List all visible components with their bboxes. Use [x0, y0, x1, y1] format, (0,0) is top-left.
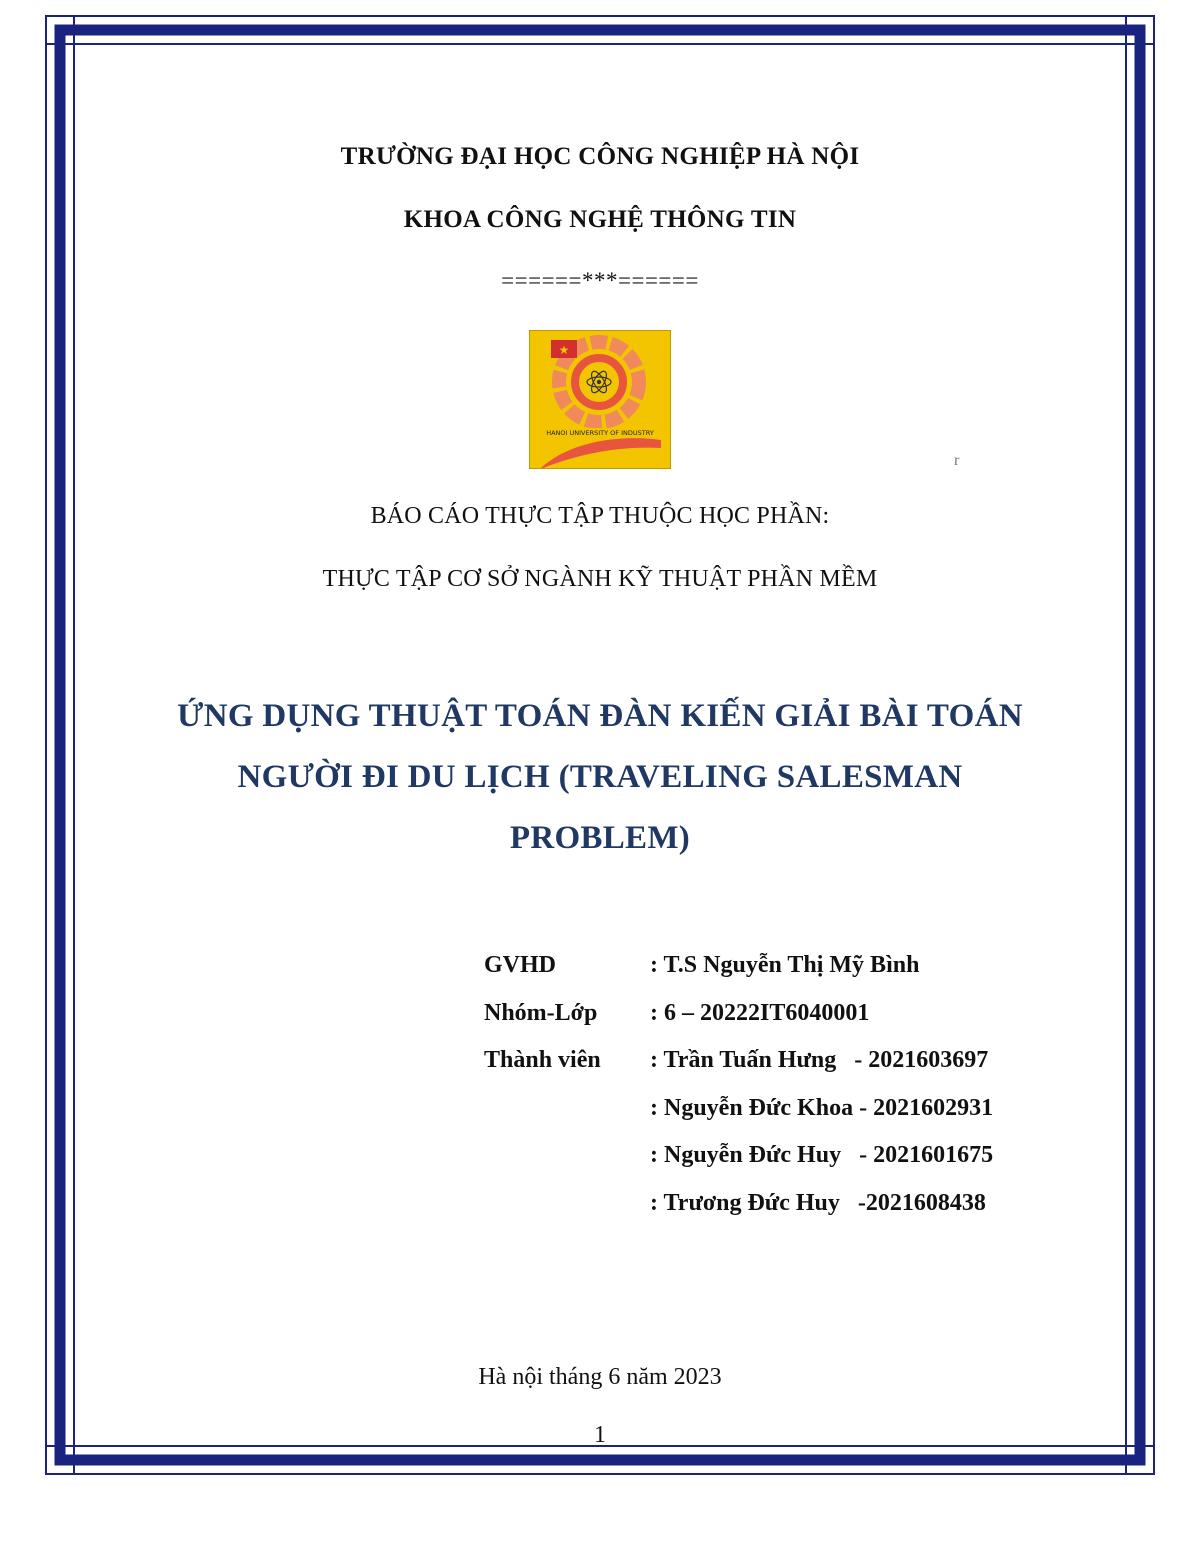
group-label: Nhóm-Lớp [484, 1000, 598, 1026]
members-label: Thành viên [484, 1047, 601, 1073]
course-name: THỰC TẬP CƠ SỞ NGÀNH KỸ THUẬT PHẦN MỀM [322, 566, 878, 592]
advisor-label: GVHD [484, 952, 556, 978]
university-name: TRƯỜNG ĐẠI HỌC CÔNG NGHIỆP HÀ NỘI [340, 143, 860, 170]
stray-mark: r [954, 452, 960, 469]
logo-caption: HANOI UNIVERSITY OF INDUSTRY [546, 429, 654, 437]
report-title [110, 686, 1090, 869]
separator-line: ======***====== [501, 268, 699, 293]
group-value: : 6 – 20222IT6040001 [650, 1000, 870, 1026]
advisor-value: : T.S Nguyễn Thị Mỹ Bình [650, 952, 920, 978]
report-title-line-1: ỨNG DỤNG THUẬT TOÁN ĐÀN KIẾN GIẢI BÀI TOÁN [177, 698, 1023, 734]
report-date: Hà nội tháng 6 năm 2023 [478, 1364, 722, 1390]
university-logo [529, 330, 671, 469]
report-title-line-3: PROBLEM) [509, 820, 691, 856]
faculty-name: KHOA CÔNG NGHỆ THÔNG TIN [403, 206, 797, 233]
svg-text:★: ★ [558, 343, 570, 357]
report-title-line-2: NGƯỜI ĐI DU LỊCH (TRAVELING SALESMAN [237, 759, 963, 795]
report-heading: BÁO CÁO THỰC TẬP THUỘC HỌC PHẦN: [370, 503, 830, 529]
page-number: 1 [594, 1422, 606, 1448]
member-4: : Trương Đức Huy -2021608438 [650, 1190, 986, 1216]
member-3: : Nguyễn Đức Huy - 2021601675 [650, 1142, 994, 1168]
member-2: : Nguyễn Đức Khoa - 2021602931 [650, 1095, 994, 1121]
member-1: : Trần Tuấn Hưng - 2021603697 [650, 1047, 989, 1073]
